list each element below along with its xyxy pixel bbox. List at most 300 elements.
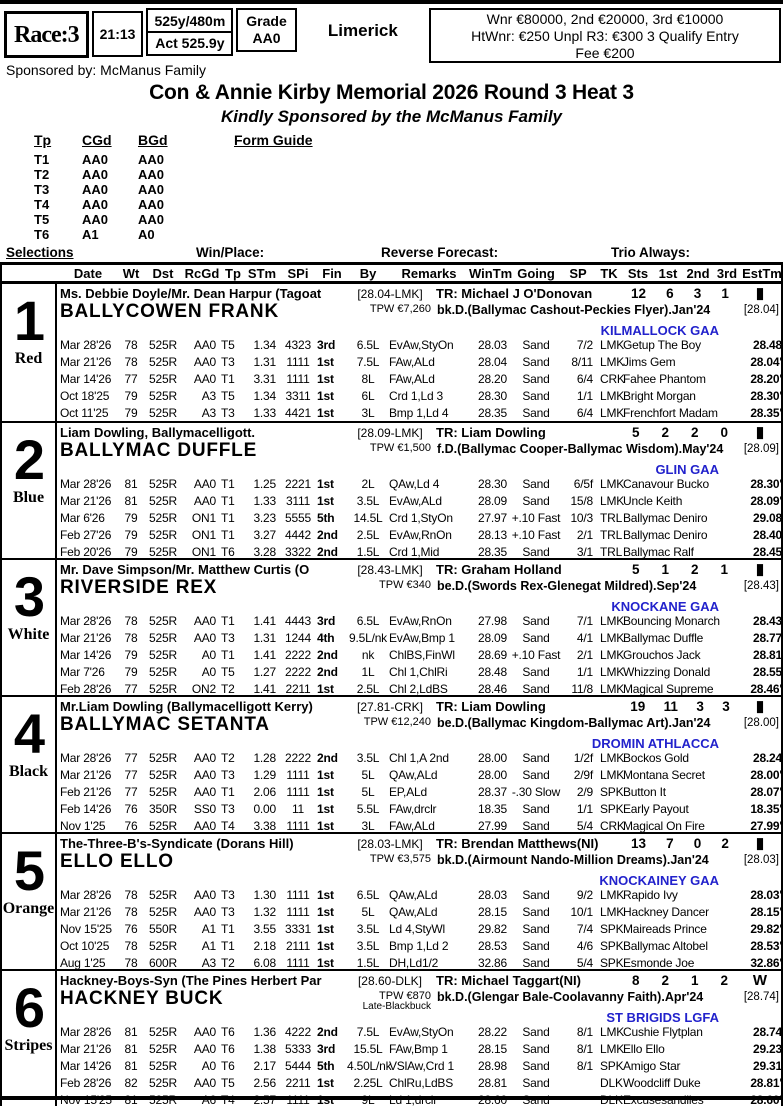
form-cell-opponent: Ballymac Duffle	[623, 631, 704, 645]
estimated-best: [28.09]	[743, 443, 779, 455]
form-cell-esttm: 28.03'	[750, 888, 782, 902]
form-cell-tk: LMK	[600, 631, 625, 645]
form-row	[57, 938, 781, 955]
form-cell-opponent: Cushie Flytplan	[623, 1025, 703, 1039]
form-cell-spi: 5333	[285, 1042, 311, 1056]
form-row	[57, 354, 781, 371]
race-time-box: 21:13	[92, 11, 144, 57]
breeding-info: be.D.(Swords Rex-Glenegat Mildred).Sep'24	[437, 579, 697, 593]
stat-value: 1	[690, 973, 699, 988]
form-cell-going: Sand	[522, 1059, 550, 1073]
career-stats	[621, 836, 739, 851]
sponsor-club: DROMIN ATHLACCA	[591, 735, 719, 751]
estimated-best: [28.43]	[743, 580, 779, 592]
runner-block	[2, 969, 781, 1106]
stat-value: 3	[722, 699, 730, 714]
form-cell-tk: DLK	[600, 1076, 623, 1090]
form-cell-rcgd: ON1	[191, 511, 216, 525]
form-cell-spi: 1111	[286, 372, 310, 386]
form-cell-fin: 1st	[317, 406, 334, 420]
form-cell-wt: 79	[124, 545, 138, 559]
form-cell-remarks: FAw,ALd	[389, 819, 435, 833]
form-cell-tk: LMK	[600, 355, 625, 369]
trap-color-name: Blue	[12, 489, 45, 506]
col-header-fin: Fin	[322, 265, 342, 281]
form-guide-col-tp: Tp	[34, 132, 52, 148]
form-cell-tp: T3	[221, 888, 235, 902]
runner-header-line-2	[57, 441, 781, 462]
form-cell-stm: 6.08	[253, 956, 276, 970]
form-cell-stm: 3.38	[253, 819, 276, 833]
total-prize-won	[335, 441, 431, 454]
form-cell-going: Sand	[522, 665, 550, 679]
form-cell-wintm: 32.86	[477, 956, 507, 970]
prize-line-2: HtWnr: €250 Unpl R3: €300 3 Qualify Entry	[471, 28, 739, 44]
form-cell-esttm: 28.81	[752, 648, 782, 662]
form-cell-fin: 1st	[317, 785, 334, 799]
form-cell-going: Sand	[522, 545, 550, 559]
form-row	[57, 613, 781, 630]
form-cell-rcgd: AA0	[193, 1025, 216, 1039]
grade-box	[236, 8, 296, 52]
form-cell-wintm: 28.15	[477, 1042, 507, 1056]
form-cell-wintm: 27.97	[477, 511, 507, 525]
form-cell-remarks: ChlBS,FinWl	[389, 648, 455, 662]
form-cell-wt: 82	[124, 1076, 138, 1090]
form-cell-rcgd: A1	[201, 939, 216, 953]
form-cell-stm: 1.38	[253, 1042, 276, 1056]
form-cell-dst: 525R	[149, 614, 177, 628]
form-cell-dst: 525R	[149, 888, 177, 902]
form-cell-dst: 525R	[149, 1093, 177, 1107]
form-cell-rcgd: A3	[201, 956, 216, 970]
form-cell-tk: SPK	[600, 785, 624, 799]
form-cell-tk: LMK	[600, 905, 625, 919]
form-cell-spi: 1111	[286, 1093, 310, 1107]
form-cell-remarks: Bmp 1,Ld 4	[389, 406, 449, 420]
total-prize-won	[335, 852, 431, 865]
form-cell-tk: LMK	[600, 338, 625, 352]
form-cell-fin: 4th	[317, 631, 335, 645]
form-cell-remarks: Crd 1,StyOn	[389, 511, 453, 525]
form-cell-fin: 3rd	[317, 1042, 336, 1056]
form-cell-spi: 5555	[285, 511, 311, 525]
form-cell-wt: 78	[124, 939, 138, 953]
form-cell-dst: 525R	[149, 665, 177, 679]
form-cell-opponent: Frenchfort Madam	[623, 406, 718, 420]
form-cell-tp: T5	[221, 389, 235, 403]
career-stats	[621, 699, 739, 714]
best-time-track: [28.60-DLK]	[357, 973, 423, 988]
form-cell-fin: 1st	[317, 494, 334, 508]
trap-cell	[2, 697, 57, 832]
form-cell-stm: 1.25	[253, 477, 276, 491]
form-cell-by: 15.5L	[353, 1042, 383, 1056]
form-cell-wintm: 28.60	[477, 1093, 507, 1107]
form-guide-col-cgd: CGd	[82, 132, 112, 148]
runner-details	[57, 834, 781, 969]
form-cell-by: 6.5L	[356, 338, 380, 352]
form-cell-date: Feb 28'26	[60, 1076, 112, 1090]
col-header-going: Going	[517, 265, 555, 281]
form-cell-wt: 77	[124, 785, 138, 799]
form-cell-rcgd: AA0	[193, 819, 216, 833]
owner-name: The-Three-B's-Syndicate (Dorans Hill)	[60, 836, 294, 851]
runner-header-line-3	[57, 599, 781, 613]
selections-label: Selections	[6, 244, 74, 260]
form-cell-tp: T5	[221, 338, 235, 352]
form-cell-spi: 2211	[285, 1076, 311, 1090]
form-cell-going: Sand	[522, 338, 550, 352]
col-header-tp: Tp	[225, 265, 241, 281]
form-cell-tk: CRK	[600, 819, 625, 833]
form-cell-by: 3L	[361, 406, 375, 420]
form-cell-dst: 525R	[149, 477, 177, 491]
form-cell-tk: SPK	[600, 956, 624, 970]
best-time-track: [27.81-CRK]	[356, 699, 424, 714]
form-cell-going: Sand	[522, 802, 550, 816]
form-cell-date: Aug 1'25	[60, 956, 106, 970]
trap-color-name: Red	[14, 350, 43, 367]
form-lines	[57, 1024, 781, 1109]
form-cell-rcgd: AA0	[193, 631, 216, 645]
form-cell-dst: 525R	[149, 372, 177, 386]
form-cell-tp: T1	[221, 785, 235, 799]
form-cell-rcgd: AA0	[193, 614, 216, 628]
form-cell-tk: SPK	[600, 1059, 624, 1073]
form-cell-going: Sand	[522, 888, 550, 902]
form-cell-tk: LMK	[600, 1025, 625, 1039]
form-cell-spi: 3311	[285, 389, 311, 403]
runner-header-line-3	[57, 462, 781, 476]
form-cell-by: 1.5L	[356, 956, 380, 970]
form-cell-opponent: Bouncing Monarch	[623, 614, 720, 628]
form-cell-tp: T4	[221, 819, 235, 833]
form-cell-tk: SPK	[600, 802, 624, 816]
form-cell-esttm: 29.82'	[750, 922, 782, 936]
best-time-track: [28.04-LMK]	[357, 286, 423, 301]
form-cell-opponent: Button It	[623, 785, 666, 799]
form-cell-spi: 3331	[285, 922, 311, 936]
stat-value: 0	[720, 425, 728, 440]
form-cell-remarks: FAw,ALd	[389, 355, 435, 369]
form-cell-remarks: FAw,drclr	[389, 802, 437, 816]
prize-line-1: Wnr €80000, 2nd €20000, 3rd €10000	[486, 11, 724, 27]
form-cell-tp: T1	[221, 528, 235, 542]
tpw-value: TPW €1,500	[369, 442, 431, 454]
form-row	[57, 904, 781, 921]
form-cell-opponent: Magical On Fire	[623, 819, 705, 833]
form-cell-wt: 81	[124, 1042, 138, 1056]
form-cell-dst: 525R	[149, 1059, 177, 1073]
form-cell-wintm: 28.00	[477, 768, 507, 782]
form-cell-tp: T3	[221, 905, 235, 919]
form-cell-spi: 4442	[285, 528, 311, 542]
form-cell-esttm: 28.46'	[750, 682, 782, 696]
race-distance: 525y/480m	[154, 13, 226, 29]
owner-name: Ms. Debbie Doyle/Mr. Dean Harpur (Tagoat	[60, 286, 322, 301]
form-row	[57, 647, 781, 664]
form-cell-stm: 1.29	[253, 768, 276, 782]
form-cell-tk: LMK	[600, 389, 625, 403]
form-cell-esttm: 32.86'	[750, 956, 782, 970]
win-place-label: Win/Place:	[196, 244, 265, 260]
form-cell-opponent: Ello Ello	[623, 1042, 665, 1056]
form-guide-row: T2 AA0 AA0	[34, 167, 165, 182]
stat-value: 3	[693, 286, 702, 301]
form-row	[57, 921, 781, 938]
trap-cell	[2, 423, 57, 558]
form-cell-wintm: 28.20	[477, 372, 507, 386]
form-cell-rcgd: ON1	[191, 545, 216, 559]
form-cell-sp: 6/4	[576, 372, 593, 386]
greyhound-name: BALLYMAC SETANTA	[60, 715, 270, 735]
form-cell-dst: 525R	[149, 406, 177, 420]
form-cell-fin: 2nd	[317, 648, 338, 662]
selections-row	[0, 242, 783, 262]
form-cell-going: Sand	[522, 819, 550, 833]
form-cell-by: 9L	[361, 1093, 375, 1107]
sponsor-club: KILMALLOCK GAA	[600, 322, 719, 338]
runner-header-line-2	[57, 715, 781, 736]
form-cell-wt: 76	[124, 922, 138, 936]
form-cell-stm: 3.23	[253, 511, 276, 525]
form-row	[57, 887, 781, 904]
form-cell-date: Mar 21'26	[60, 1042, 112, 1056]
form-cell-esttm: 28.53'	[750, 939, 782, 953]
form-row	[57, 801, 781, 818]
stat-value: 1	[721, 286, 729, 301]
form-cell-spi: 1111	[286, 888, 310, 902]
form-cell-dst: 525R	[149, 1042, 177, 1056]
sponsor-club: KNOCKANE GAA	[611, 598, 719, 614]
form-cell-wt: 81	[124, 494, 138, 508]
form-lines	[57, 613, 781, 698]
form-cell-date: Nov 15'25	[60, 1093, 112, 1107]
runner-header-line-1	[57, 972, 781, 989]
form-cell-wintm: 28.03	[477, 888, 507, 902]
distance-box	[146, 8, 233, 56]
greyhound-name: HACKNEY BUCK	[60, 989, 224, 1009]
form-cell-sp: 2/9f	[573, 768, 593, 782]
form-cell-remarks: Crd 1,Mid	[389, 545, 440, 559]
track-name: Limerick	[327, 21, 398, 40]
form-guide-row: T6 A1 A0	[34, 227, 155, 242]
form-cell-fin: 1st	[317, 1076, 334, 1090]
trainer-name: TR: Michael Taggart(NI)	[436, 973, 581, 988]
form-cell-by: 2.5L	[356, 528, 380, 542]
form-cell-tp: T3	[221, 768, 235, 782]
stat-value: 2	[661, 425, 669, 440]
runner-block	[2, 558, 781, 695]
form-cell-rcgd: A6	[201, 1093, 216, 1107]
estimated-best: [28.04]	[743, 304, 779, 316]
form-cell-wintm: 28.30	[477, 477, 507, 491]
form-cell-spi: 1111	[286, 819, 310, 833]
stat-value: 3	[696, 699, 704, 714]
form-cell-tk: TRL	[600, 511, 623, 525]
form-cell-fin: 1st	[317, 922, 334, 936]
form-cell-stm: 2.57	[253, 1093, 276, 1107]
form-cell-stm: 1.41	[253, 682, 276, 696]
form-lines	[57, 887, 781, 972]
form-cell-spi: 1111	[286, 956, 310, 970]
form-cell-wintm: 28.35	[477, 545, 507, 559]
form-cell-tp: T1	[221, 614, 235, 628]
best-time-track: [28.09-LMK]	[357, 425, 423, 440]
owner-name: Mr.Liam Dowling (Ballymacelligott Kerry)	[60, 699, 313, 714]
form-cell-wintm: 28.15	[477, 905, 507, 919]
form-cell-remarks: EvAw,ALd	[389, 494, 442, 508]
form-cell-going: Sand	[522, 956, 550, 970]
grade-label: Grade	[246, 13, 287, 29]
col-header-wintm: WinTm	[469, 265, 513, 281]
form-cell-esttm: 28.35'	[750, 406, 782, 420]
form-cell-rcgd: AA0	[193, 338, 216, 352]
form-cell-opponent: Hackney Dancer	[623, 905, 709, 919]
form-cell-tk: SPK	[600, 922, 624, 936]
runner-header-line-2	[57, 302, 781, 323]
form-cell-rcgd: A3	[201, 389, 216, 403]
form-cell-dst: 600R	[149, 956, 177, 970]
form-cell-spi: 3111	[285, 494, 311, 508]
form-row	[57, 955, 781, 972]
stat-value: 2	[690, 562, 699, 577]
col-header-1st: 1st	[658, 265, 678, 281]
form-cell-date: Mar 14'26	[60, 1059, 112, 1073]
form-cell-stm: 2.56	[253, 1076, 276, 1090]
form-row	[57, 681, 781, 698]
form-cell-spi: 1111	[286, 905, 310, 919]
form-cell-wintm: 28.35	[477, 406, 507, 420]
form-cell-tk: LMK	[600, 494, 625, 508]
form-cell-remarks: Ld 1,drclr	[389, 1093, 438, 1107]
form-cell-sp	[561, 1075, 595, 1092]
form-cell-esttm: 29.31	[752, 1059, 782, 1073]
form-cell-by: 4.50L/nk	[347, 1059, 392, 1073]
grade-value: AA0	[252, 30, 281, 46]
form-cell-esttm: 28.07'	[750, 785, 782, 799]
runner-details	[57, 971, 781, 1106]
form-cell-wintm: 28.04	[477, 355, 507, 369]
form-cell-tk: LMK	[600, 614, 625, 628]
runner-details	[57, 560, 781, 695]
form-cell-by: 2.5L	[356, 682, 380, 696]
form-cell-wintm: 28.37	[477, 785, 507, 799]
form-cell-fin: 1st	[317, 1093, 334, 1107]
form-cell-by: 7.5L	[356, 1025, 380, 1039]
runner-block	[2, 695, 781, 832]
trainer-name: TR: Liam Dowling	[436, 699, 546, 714]
runner-header-line-3	[57, 323, 781, 337]
form-cell-opponent: Fahee Phantom	[623, 372, 706, 386]
form-cell-tp: T1	[221, 477, 235, 491]
form-cell-tp: T1	[221, 939, 235, 953]
form-cell-fin: 3rd	[317, 338, 336, 352]
col-header-rcgd: RcGd	[184, 265, 220, 281]
form-cell-by: 3L	[361, 819, 375, 833]
form-cell-remarks: FAw,ALd	[389, 372, 435, 386]
form-cell-wt: 76	[124, 819, 138, 833]
prize-line-3: Fee €200	[575, 45, 635, 61]
form-cell-going: Sand	[522, 922, 550, 936]
actual-distance: Act 525.9y	[148, 31, 231, 54]
form-cell-date: Mar 21'26	[60, 631, 112, 645]
form-cell-remarks: Chl 1,ChlRi	[389, 665, 448, 679]
form-cell-tp: T1	[221, 511, 235, 525]
form-cell-rcgd: SS0	[193, 802, 216, 816]
form-cell-opponent: Jims Gem	[623, 355, 676, 369]
runner-header-line-3	[57, 1010, 781, 1024]
form-cell-remarks: Chl 1,A 2nd	[389, 751, 449, 765]
form-cell-by: 6L	[361, 389, 375, 403]
form-cell-wt: 79	[124, 406, 138, 420]
form-cell-esttm: 27.99'	[750, 819, 782, 833]
form-cell-date: Oct 11'25	[60, 406, 109, 420]
form-cell-sp: 1/1	[576, 389, 593, 403]
form-cell-opponent: Ballymac Ralf	[623, 545, 694, 559]
stat-value: 12	[631, 286, 647, 301]
form-guide-col-bgd: BGd	[138, 132, 168, 148]
form-cell-rcgd: AA0	[193, 355, 216, 369]
form-cell-remarks: EP,ALd	[389, 785, 427, 799]
form-cell-fin: 1st	[317, 389, 334, 403]
form-cell-fin: 1st	[317, 477, 334, 491]
form-cell-esttm: 28.15'	[750, 905, 782, 919]
race-subtitle: Kindly Sponsored by the McManus Family	[221, 107, 562, 126]
form-cell-tp: T1	[221, 494, 235, 508]
form-cell-remarks: DH,Ld1/2	[389, 956, 439, 970]
form-cell-rcgd: A0	[201, 648, 216, 662]
form-cell-stm: 2.06	[253, 785, 276, 799]
form-row	[57, 1092, 781, 1109]
form-cell-esttm: 28.24	[752, 751, 782, 765]
form-cell-dst: 525R	[149, 905, 177, 919]
trap-number: 5	[13, 839, 44, 902]
form-cell-date: Mar 28'26	[60, 888, 112, 902]
runner-header-line-1	[57, 285, 781, 302]
form-cell-tp: T3	[221, 802, 235, 816]
form-cell-stm: 1.41	[253, 648, 276, 662]
breeding-info: bk.D.(Airmount Nando-Million Dreams).Jan'24	[437, 853, 709, 867]
column-headers	[2, 262, 781, 284]
form-cell-tk: LMK	[600, 888, 625, 902]
stat-value: 2	[721, 836, 729, 851]
form-row	[57, 1041, 781, 1058]
trap-number: 4	[13, 702, 44, 765]
form-cell-sp: 7/4	[576, 922, 593, 936]
form-cell-tp: T4	[221, 1093, 235, 1107]
stat-value: 2	[720, 973, 728, 988]
form-cell-fin: 2nd	[317, 751, 338, 765]
form-row	[57, 767, 781, 784]
form-row	[57, 1024, 781, 1041]
trap-cell	[2, 971, 57, 1106]
form-cell-esttm: 18.35'	[750, 802, 782, 816]
form-lines	[57, 337, 781, 422]
form-cell-spi: 4443	[285, 614, 311, 628]
form-cell-rcgd: A3	[201, 406, 216, 420]
form-cell-dst: 525R	[149, 528, 177, 542]
form-cell-by: 9.5L/nk	[349, 631, 387, 645]
form-table	[0, 262, 783, 1106]
trap-cell	[2, 284, 57, 421]
form-cell-esttm: 28.30'	[750, 477, 782, 491]
form-cell-spi: 2211	[285, 682, 311, 696]
form-row	[57, 818, 781, 835]
tpw-value: TPW €870	[379, 990, 431, 1002]
col-header-sp: SP	[569, 265, 587, 281]
